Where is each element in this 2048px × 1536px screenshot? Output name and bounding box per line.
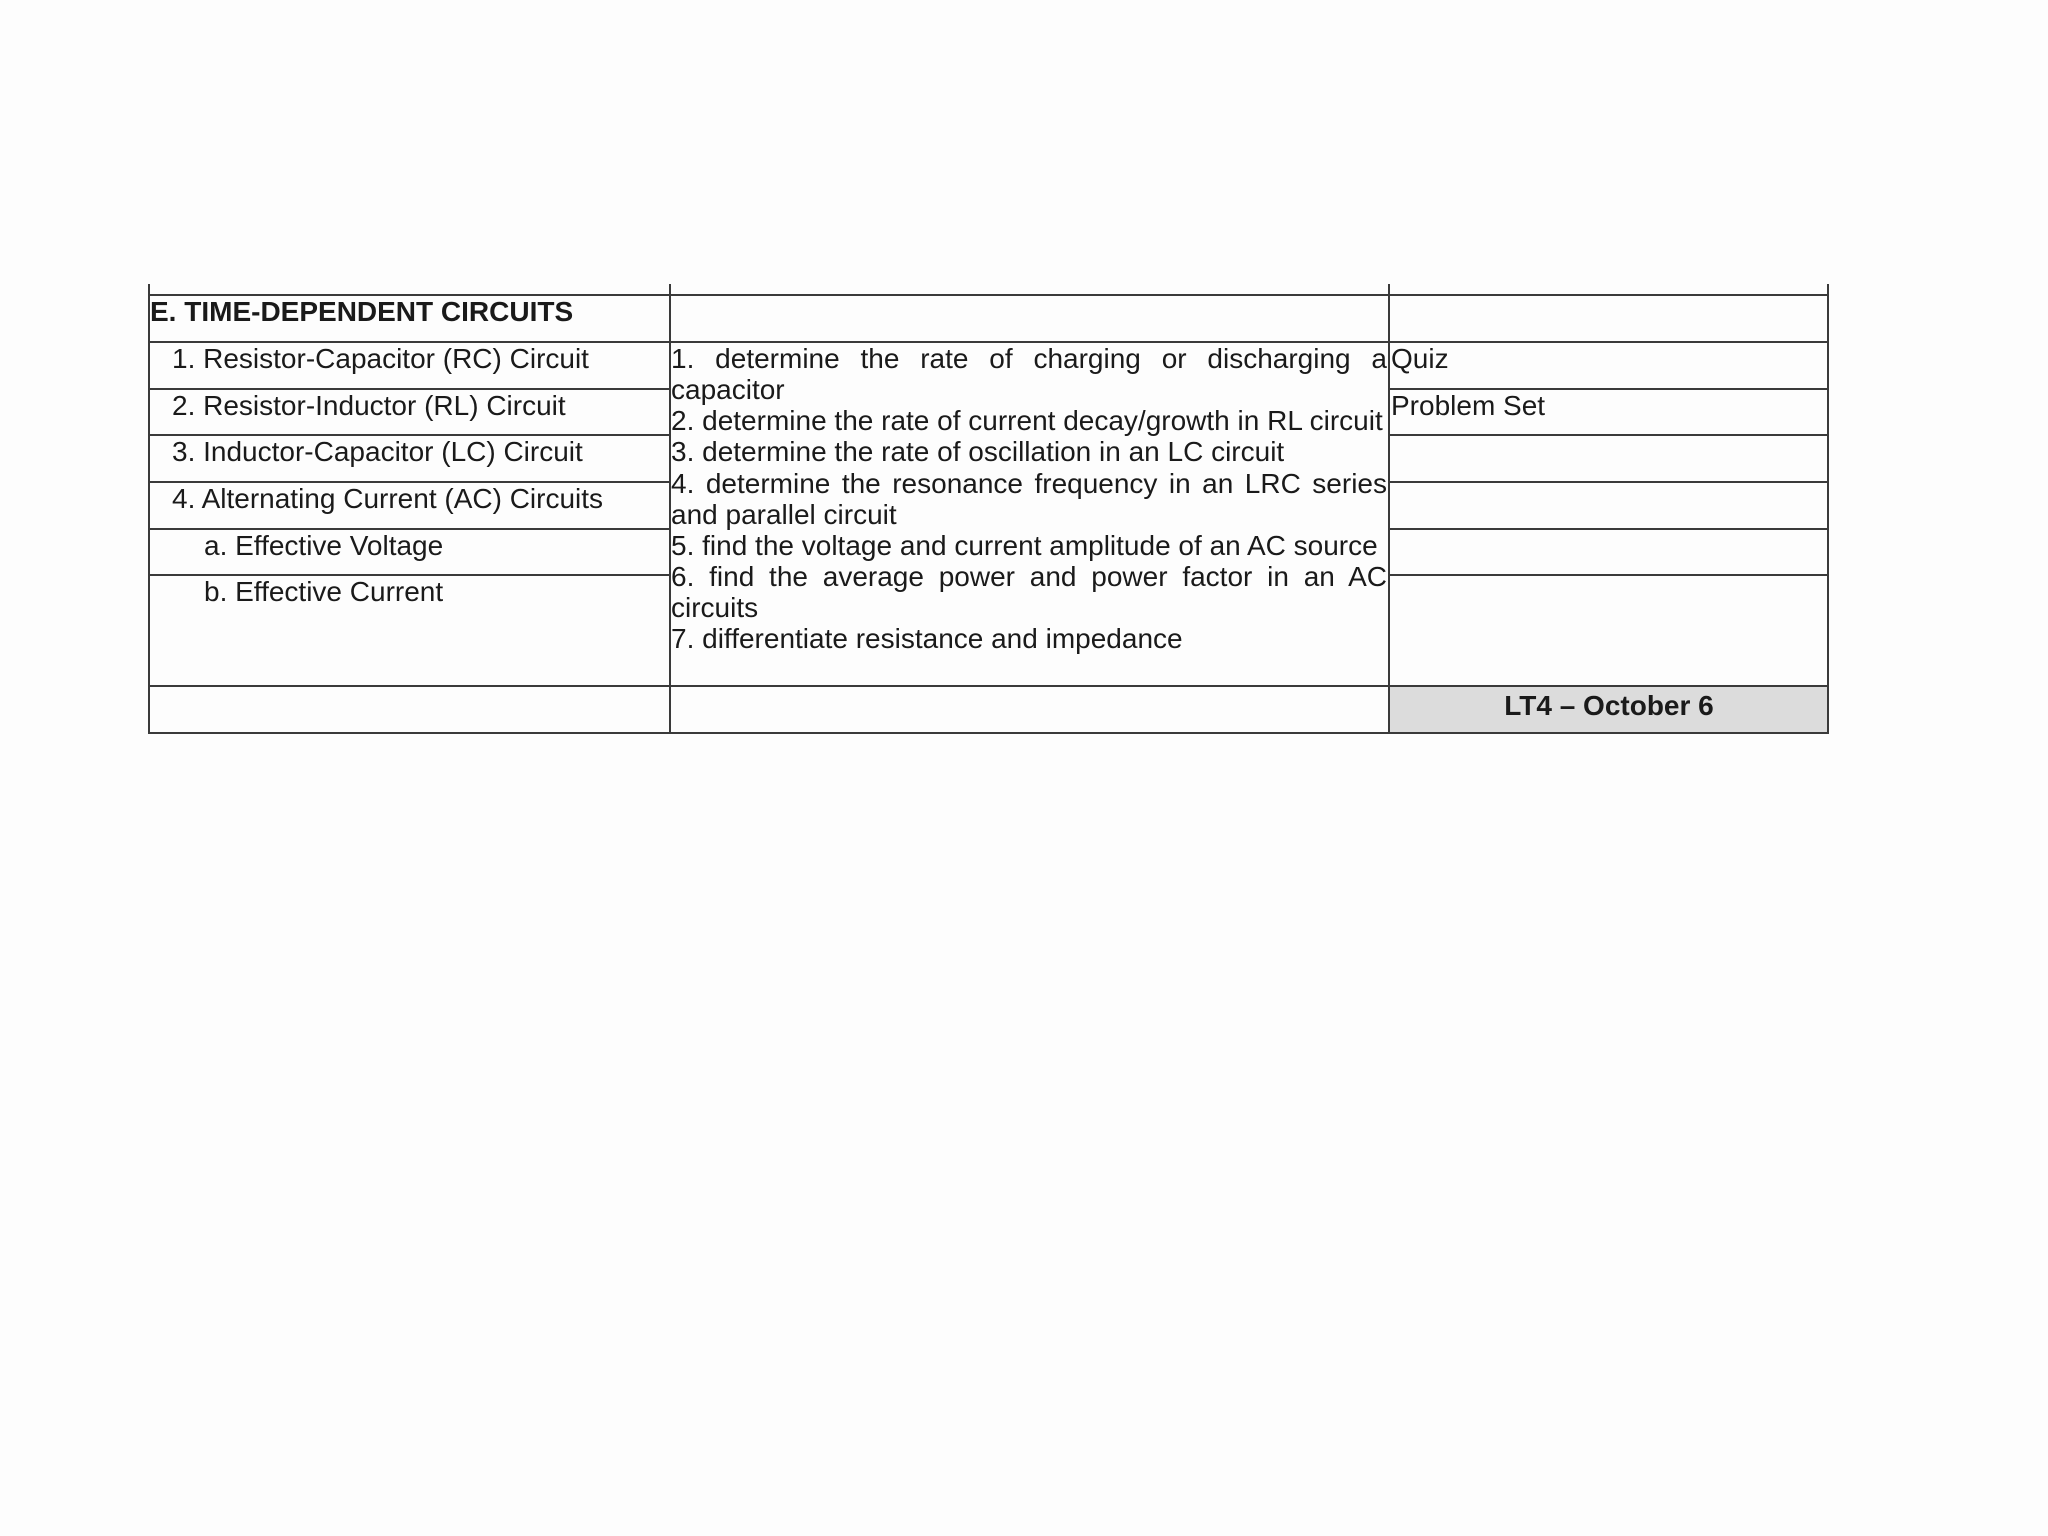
assessment-item: Quiz [1391,343,1449,374]
objective-line: and parallel circuit [671,499,897,530]
objective-line: 7. differentiate resistance and impedance [671,623,1183,654]
table-rule [1389,574,1829,576]
assessment-item: Problem Set [1391,390,1546,421]
table-rule [1389,481,1829,483]
objective-line: circuits [671,592,759,623]
topic-item: 3. Inductor-Capacitor (LC) Circuit [172,436,583,467]
exam-date: LT4 – October 6 [1504,690,1714,721]
subtopic-item: a. Effective Voltage [204,530,444,561]
table-rule [1389,434,1829,436]
topic-item: 1. Resistor-Capacitor (RC) Circuit [172,343,589,374]
topic-item: 2. Resistor-Inductor (RL) Circuit [172,390,566,421]
table-rule [1389,528,1829,530]
topic-item: 4. Alternating Current (AC) Circuits [172,483,604,514]
objective-line: 5. find the voltage and current amplitude of an AC source [671,530,1378,561]
table-rule [148,685,1829,687]
table-rule [148,284,150,734]
objective-line: capacitor [671,374,785,405]
section-title: E. TIME-DEPENDENT CIRCUITS [150,296,574,327]
table-rule [148,732,1829,734]
table-rule [1388,284,1390,734]
objective-line: 1. determine the rate of charging or discharging a [671,343,1387,374]
objective-line: 3. determine the rate of oscillation in an LC circuit [671,436,1285,467]
objective-line: 6. find the average power and power factor in an AC [671,561,1387,592]
table-rule [1827,284,1829,734]
objective-line: 2. determine the rate of current decay/growth in RL circuit [671,405,1383,436]
subtopic-item: b. Effective Current [204,576,444,607]
objective-line: 4. determine the resonance frequency in an LRC series [671,468,1387,499]
